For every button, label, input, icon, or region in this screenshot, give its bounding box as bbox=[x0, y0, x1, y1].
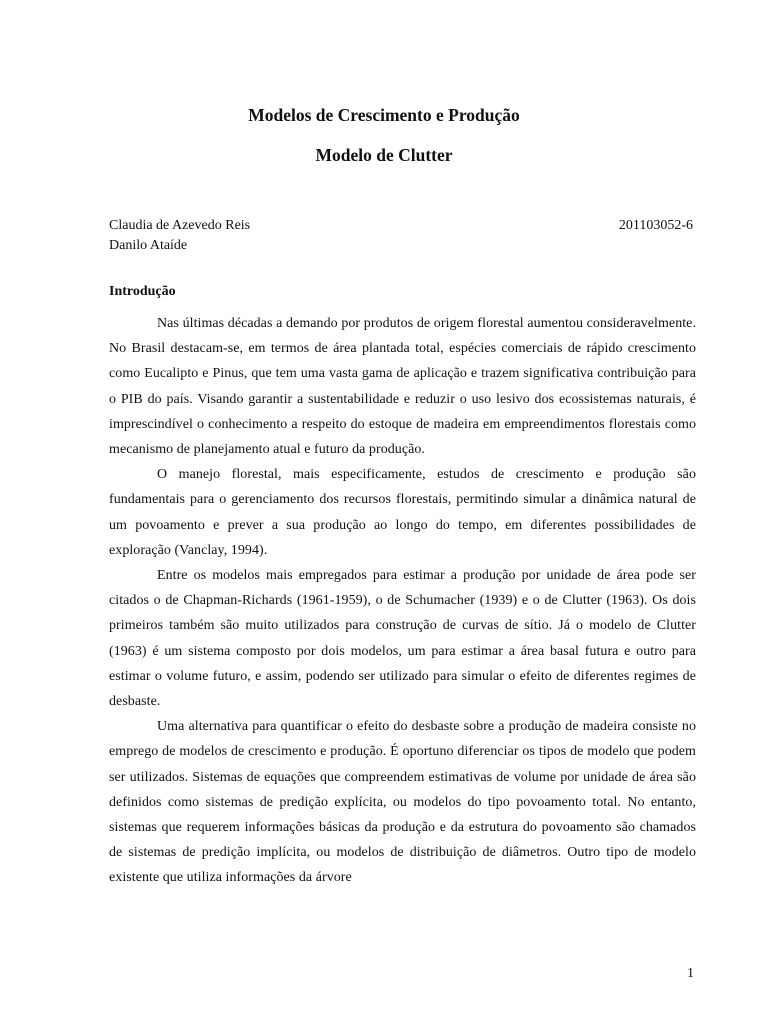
author-name: Danilo Ataíde bbox=[109, 238, 188, 253]
paragraph: Nas últimas décadas a demando por produtos de origem florestal aumentou consideravelmente. No Brasil destacam-se, em termos de área plantada total, espécies comerciais de rápido crescimento como Eucalipto e Pinus, que tem uma vasta gama de aplicação e trazem significativa contribuição para o PIB do país. Visando garantir a sustentabilidade e reduzir o uso lesivo dos ecossistemas naturais, é imprescindível o conhecimento a respeito do estoque de madeira em empreendimentos florestais como mecanismo de planejamento atual e futuro da produção. bbox=[109, 316, 696, 458]
author-id: 201103052-6 bbox=[618, 218, 693, 233]
document-title: Modelos de Crescimento e Produção bbox=[248, 105, 520, 125]
body-text bbox=[109, 311, 696, 891]
section-heading: Introdução bbox=[109, 284, 176, 299]
paragraph: Entre os modelos mais empregados para estimar a produção por unidade de área pode ser citados o de Chapman-Richards (1961-1959), o de Schumacher (1939) e o de Clutter (1963). Os dois primeiros também são muito utilizados para construção de curvas de sítio. Já o modelo de Clutter (1963) é um sistema composto por dois modelos, um para estimar a área basal futura e outro para estimar o volume futuro, e assim, podendo ser utilizado para simular o efeito de diferentes regimes de desbaste. bbox=[109, 568, 696, 710]
author-row bbox=[109, 236, 693, 256]
author-row bbox=[109, 216, 693, 236]
paragraph: O manejo florestal, mais especificamente, estudos de crescimento e produção são fundamentais para o gerenciamento dos recursos florestais, permitindo simular a dinâmica natural de um povoamento e prever a sua produção ao longo do tempo, em diferentes possibilidades de exploração (Vanclay, 1994). bbox=[109, 467, 696, 558]
author-name: Claudia de Azevedo Reis bbox=[109, 218, 251, 233]
page-number: 1 bbox=[687, 966, 694, 981]
authors-block bbox=[109, 216, 693, 256]
document-subtitle: Modelo de Clutter bbox=[315, 145, 453, 165]
paragraph: Uma alternativa para quantificar o efeito do desbaste sobre a produção de madeira consiste no emprego de modelos de crescimento e produção. É oportuno diferenciar os tipos de modelo que podem ser utilizados. Sistemas de equações que compreendem estimativas de volume por unidade de área são definidos como sistemas de predição explícita, ou modelos do tipo povoamento total. No entanto, sistemas que requerem informações básicas da produção e da estrutura do povoamento são chamados de sistemas de predição implícita, ou modelos de distribuição de diâmetros. Outro tipo de modelo existente que utiliza informações da árvore bbox=[109, 719, 696, 886]
